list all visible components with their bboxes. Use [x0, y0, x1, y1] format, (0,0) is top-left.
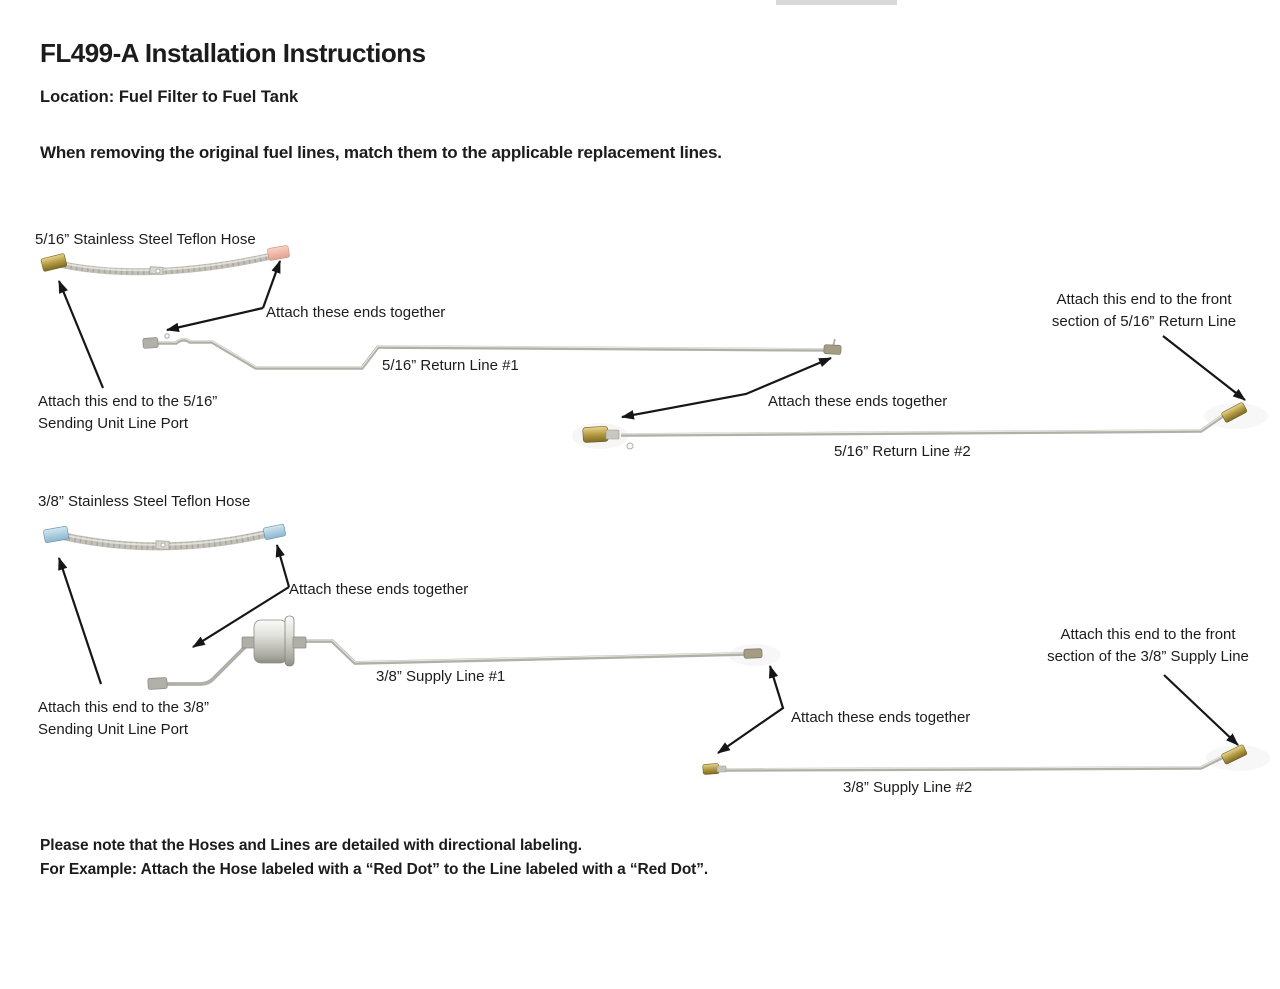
supply-line-1-left-fitting — [148, 677, 168, 689]
arrow-sending-unit-38 — [59, 558, 101, 684]
hose-5-16-right-fitting-red-dot — [267, 245, 290, 260]
return-line-2-label: 5/16” Return Line #2 — [834, 443, 971, 460]
attach-ends-516-1: Attach these ends together — [266, 304, 446, 321]
arrow-attach-516-hose-end — [263, 261, 280, 308]
hose-3-8-right-fitting — [263, 524, 286, 540]
sending-unit-516-line2: Sending Unit Line Port — [38, 415, 189, 432]
sending-unit-516-line1: Attach this end to the 5/16” — [38, 393, 218, 410]
hose-5-16 — [41, 245, 290, 274]
attach-front-516-line2: section of 5/16” Return Line — [1051, 313, 1237, 330]
attach-front-516-line1: Attach this end to the front — [1056, 291, 1232, 308]
return-line-1-label: 5/16” Return Line #1 — [382, 357, 519, 374]
sending-unit-38-line1: Attach this end to the 3/8” — [38, 699, 209, 716]
return-line-2-left-fitting — [583, 426, 609, 442]
intro-instruction: When removing the original fuel lines, match them to the applicable replacement lines. — [40, 143, 722, 162]
attach-front-38-line2: section of the 3/8” Supply Line — [1047, 648, 1249, 665]
arrow-front-38 — [1164, 675, 1238, 745]
arrow-attach-38-hose-end — [277, 545, 289, 587]
hose-5-16-left-fitting — [41, 253, 67, 271]
location-subtitle: Location: Fuel Filter to Fuel Tank — [40, 88, 299, 106]
supply-line-2 — [696, 744, 1247, 778]
arrow-sending-unit-516 — [59, 281, 103, 388]
hose-38-label: 3/8” Stainless Steel Teflon Hose — [38, 493, 251, 510]
sending-unit-38 — [38, 697, 209, 741]
attach-front-38 — [1036, 624, 1260, 668]
hose-3-8 — [43, 524, 286, 549]
supply-line-1-right-fitting — [744, 649, 762, 659]
attach-ends-516-2: Attach these ends together — [768, 393, 948, 410]
return-line-1-left-fitting — [143, 337, 159, 348]
arrow-front-516 — [1163, 336, 1245, 400]
page-title: FL499-A Installation Instructions — [40, 38, 426, 68]
return-line-2-ring — [627, 443, 633, 449]
attach-ends-38-2: Attach these ends together — [791, 709, 971, 726]
sending-unit-38-line2: Sending Unit Line Port — [38, 721, 189, 738]
arrow-attach-516-line1-end — [167, 308, 263, 330]
hose-516-label: 5/16” Stainless Steel Teflon Hose — [35, 231, 256, 248]
return-line-1-right-fitting — [824, 345, 841, 355]
attach-front-516 — [1038, 289, 1250, 333]
supply-line-1-label: 3/8” Supply Line #1 — [376, 668, 506, 685]
sending-unit-516 — [38, 391, 217, 435]
attach-ends-38-1: Attach these ends together — [289, 581, 469, 598]
footer-note-line2: For Example: Attach the Hose labeled with a “Red Dot” to the Line labeled with a “Red Dot”. — [40, 861, 709, 878]
arrow-attach-38-line1-line2 — [718, 666, 783, 753]
footer-note-line1: Please note that the Hoses and Lines are detailed with directional labeling. — [40, 837, 582, 854]
supply-line-2-label: 3/8” Supply Line #2 — [843, 779, 973, 796]
attach-front-38-line1: Attach this end to the front — [1060, 626, 1236, 643]
fuel-filter — [242, 616, 306, 666]
